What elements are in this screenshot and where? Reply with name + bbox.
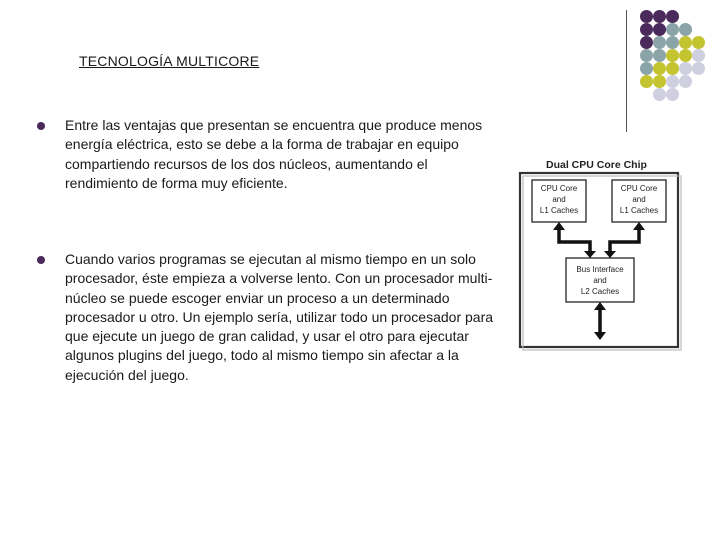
core-left-line-1: CPU Core xyxy=(540,184,578,193)
decor-dot xyxy=(653,88,666,101)
bus-line-1: Bus Interface xyxy=(576,265,624,274)
dual-cpu-core-chip-diagram xyxy=(518,158,682,352)
decor-dot xyxy=(679,36,692,49)
core-right-line-3: L1 Caches xyxy=(619,206,659,215)
slide-title: TECNOLOGÍA MULTICORE xyxy=(79,53,260,69)
decor-dot xyxy=(653,23,666,36)
bullet-text-multitasking: Cuando varios programas se ejecutan al mismo tiempo en un solo procesador, éste empieza a volverse lento. Con un procesador multi-núcleo se puede escoger enviar un proceso a un determinado procesador u otro. Un ejemplo sería, utilizar todo un procesador para que ejecute un juego de gran calidad, y usar el otro para ejecutar algunos plugins del juego, todo al mismo tiempo sin afectar a la ejecución del juego. xyxy=(65,251,494,383)
core-left-line-2: and xyxy=(552,195,566,204)
core-left-line-3: L1 Caches xyxy=(539,206,579,215)
decor-dot xyxy=(666,36,679,49)
decor-dot xyxy=(640,49,653,62)
bullet-marker xyxy=(37,122,45,130)
decor-dot xyxy=(640,23,653,36)
decor-dot xyxy=(679,75,692,88)
decor-dot xyxy=(640,75,653,88)
core-right-line-1: CPU Core xyxy=(620,184,658,193)
decor-dot xyxy=(692,49,705,62)
decor-dot xyxy=(640,62,653,75)
bus-line-2: and xyxy=(593,276,607,285)
core-right-line-2: and xyxy=(632,195,646,204)
decor-dot xyxy=(679,23,692,36)
decor-dot xyxy=(666,10,679,23)
bullet-marker xyxy=(37,256,45,264)
decor-dot xyxy=(666,49,679,62)
bus-line-3: L2 Caches xyxy=(580,287,620,296)
decor-dot xyxy=(666,88,679,101)
decor-dot xyxy=(640,10,653,23)
diagram-title: Dual CPU Core Chip xyxy=(546,159,647,171)
decor-dot xyxy=(640,36,653,49)
decor-dot xyxy=(653,10,666,23)
decor-dot xyxy=(666,75,679,88)
decor-dot xyxy=(679,62,692,75)
decor-dot xyxy=(692,62,705,75)
vertical-divider xyxy=(626,10,627,132)
decor-dot xyxy=(692,36,705,49)
decor-dot xyxy=(653,75,666,88)
decor-dot xyxy=(666,62,679,75)
decor-dot xyxy=(653,49,666,62)
decor-dot xyxy=(653,62,666,75)
decor-dot xyxy=(679,49,692,62)
decor-dot xyxy=(666,23,679,36)
decor-dot xyxy=(653,36,666,49)
bullet-text-advantages: Entre las ventajas que presentan se encuentra que produce menos energía eléctrica, esto se debe a la forma de trabajar en equipo compartiendo recursos de los dos núcleos, aumentando el rendimiento de forma muy eficiente. xyxy=(65,117,483,191)
